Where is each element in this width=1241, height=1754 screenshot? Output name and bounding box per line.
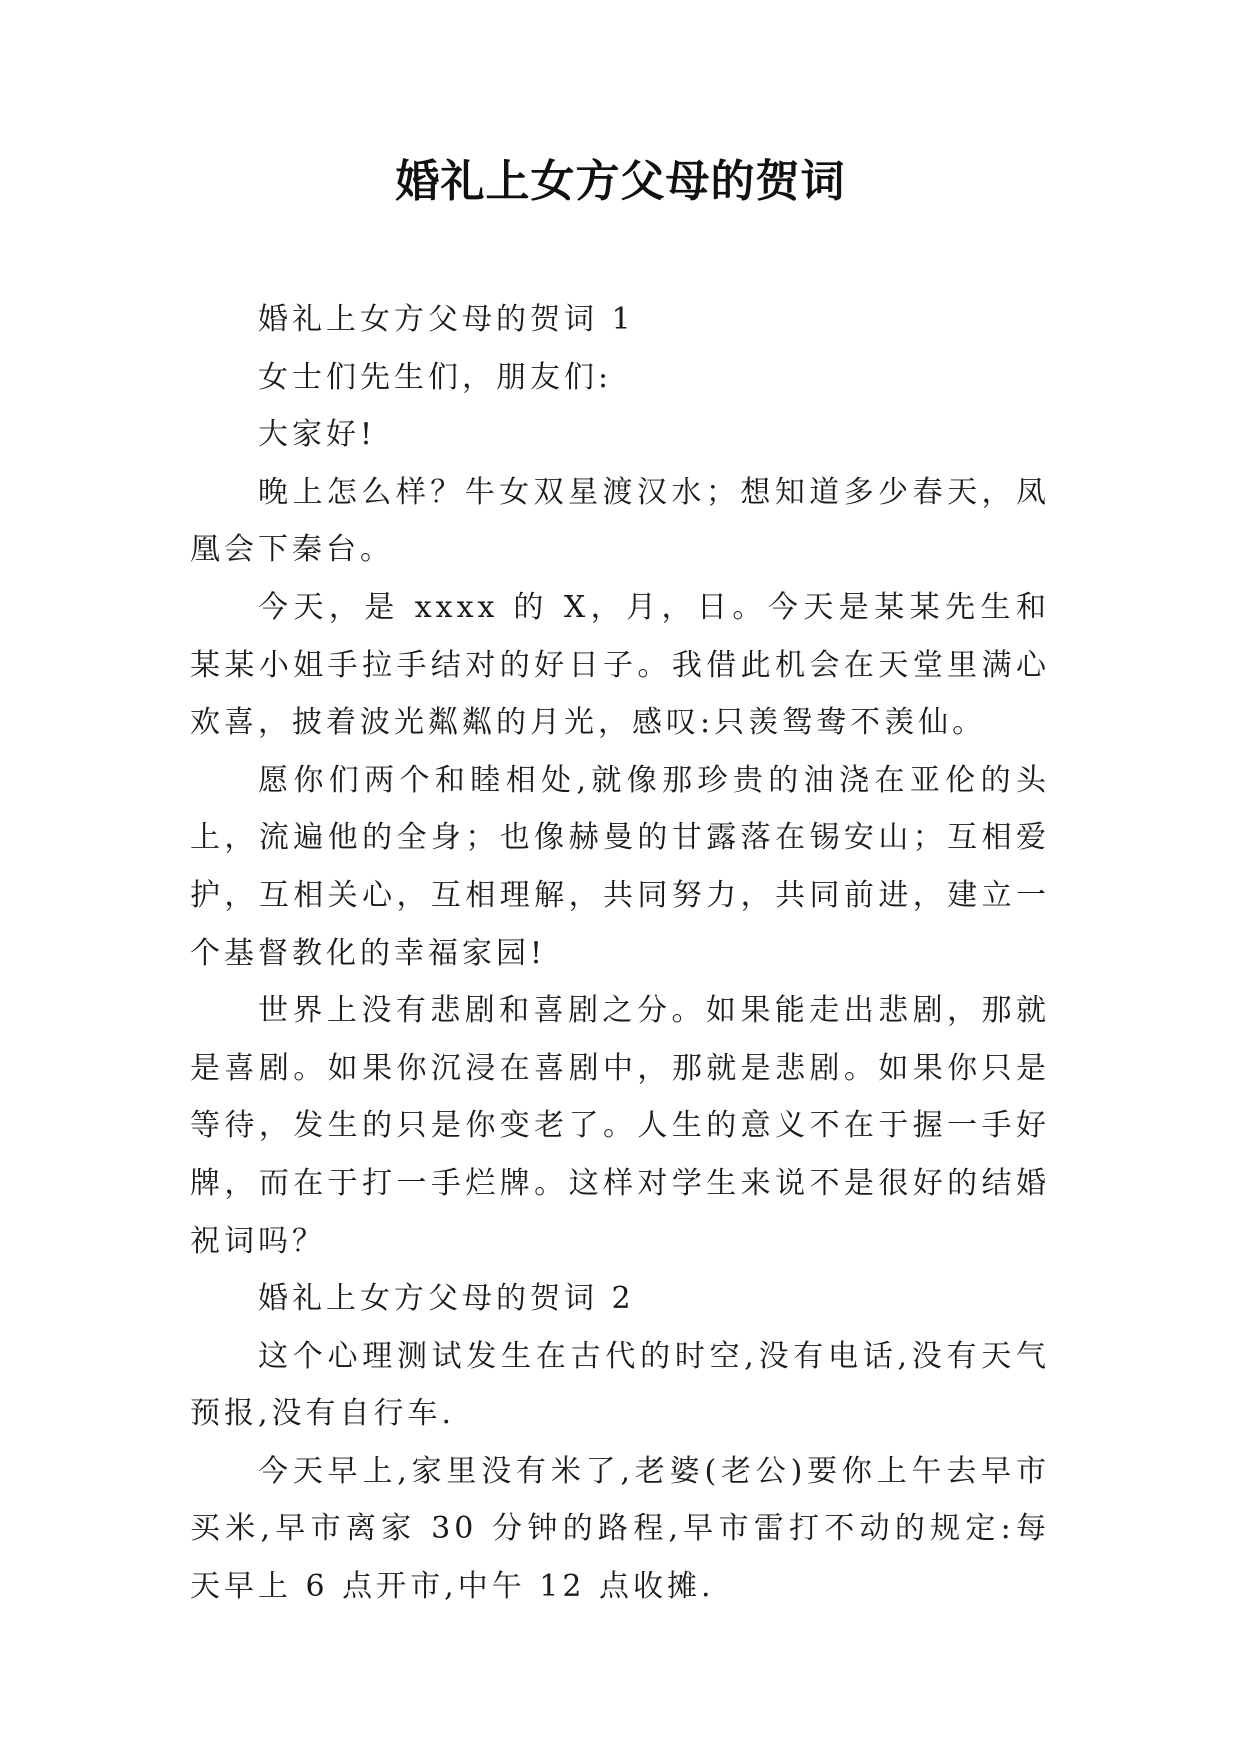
paragraph: 今天早上,家里没有米了,老婆(老公)要你上午去早市买米,早市离家 30 分钟的路程,早市雷打不动的规定:每天早上 6 点开市,中午 12 点收摊. xyxy=(190,1453,1050,1605)
paragraph: 大家好! xyxy=(258,417,377,453)
paragraph: 愿你们两个和睦相处,就像那珍贵的油浇在亚伦的头上，流遍他的全身；也像赫曼的甘露落在锡安山；互相爱护，互相关心，互相理解，共同努力，共同前进，建立一个基督教化的幸福家园! xyxy=(190,762,1050,971)
document-title: 婚礼上女方父母的贺词 xyxy=(395,156,846,207)
document-body xyxy=(190,291,1050,1616)
paragraph: 世界上没有悲剧和喜剧之分。如果能走出悲剧，那就是喜剧。如果你沉浸在喜剧中，那就是悲剧。如果你只是等待，发生的只是你变老了。人生的意义不在于握一手好牌，而在于打一手烂牌。这样对学生来说不是很好的结婚祝词吗？ xyxy=(190,993,1050,1259)
paragraph: 晚上怎么样？牛女双星渡汉水；想知道多少春天，凤凰会下秦台。 xyxy=(190,474,1050,568)
paragraph: 这个心理测试发生在古代的时空,没有电话,没有天气预报,没有自行车. xyxy=(190,1338,1050,1432)
paragraph: 今天，是 xxxx 的 X，月，日。今天是某某先生和某某小姐手拉手结对的好日子。我借此机会在天堂里满心欢喜，披着波光粼粼的月光，感叹:只羡鸳鸯不羡仙。 xyxy=(190,589,1050,741)
paragraph: 女士们先生们，朋友们: xyxy=(258,359,613,395)
section-heading-1: 婚礼上女方父母的贺词 1 xyxy=(258,302,635,337)
section-heading-2: 婚礼上女方父母的贺词 2 xyxy=(258,1281,635,1317)
